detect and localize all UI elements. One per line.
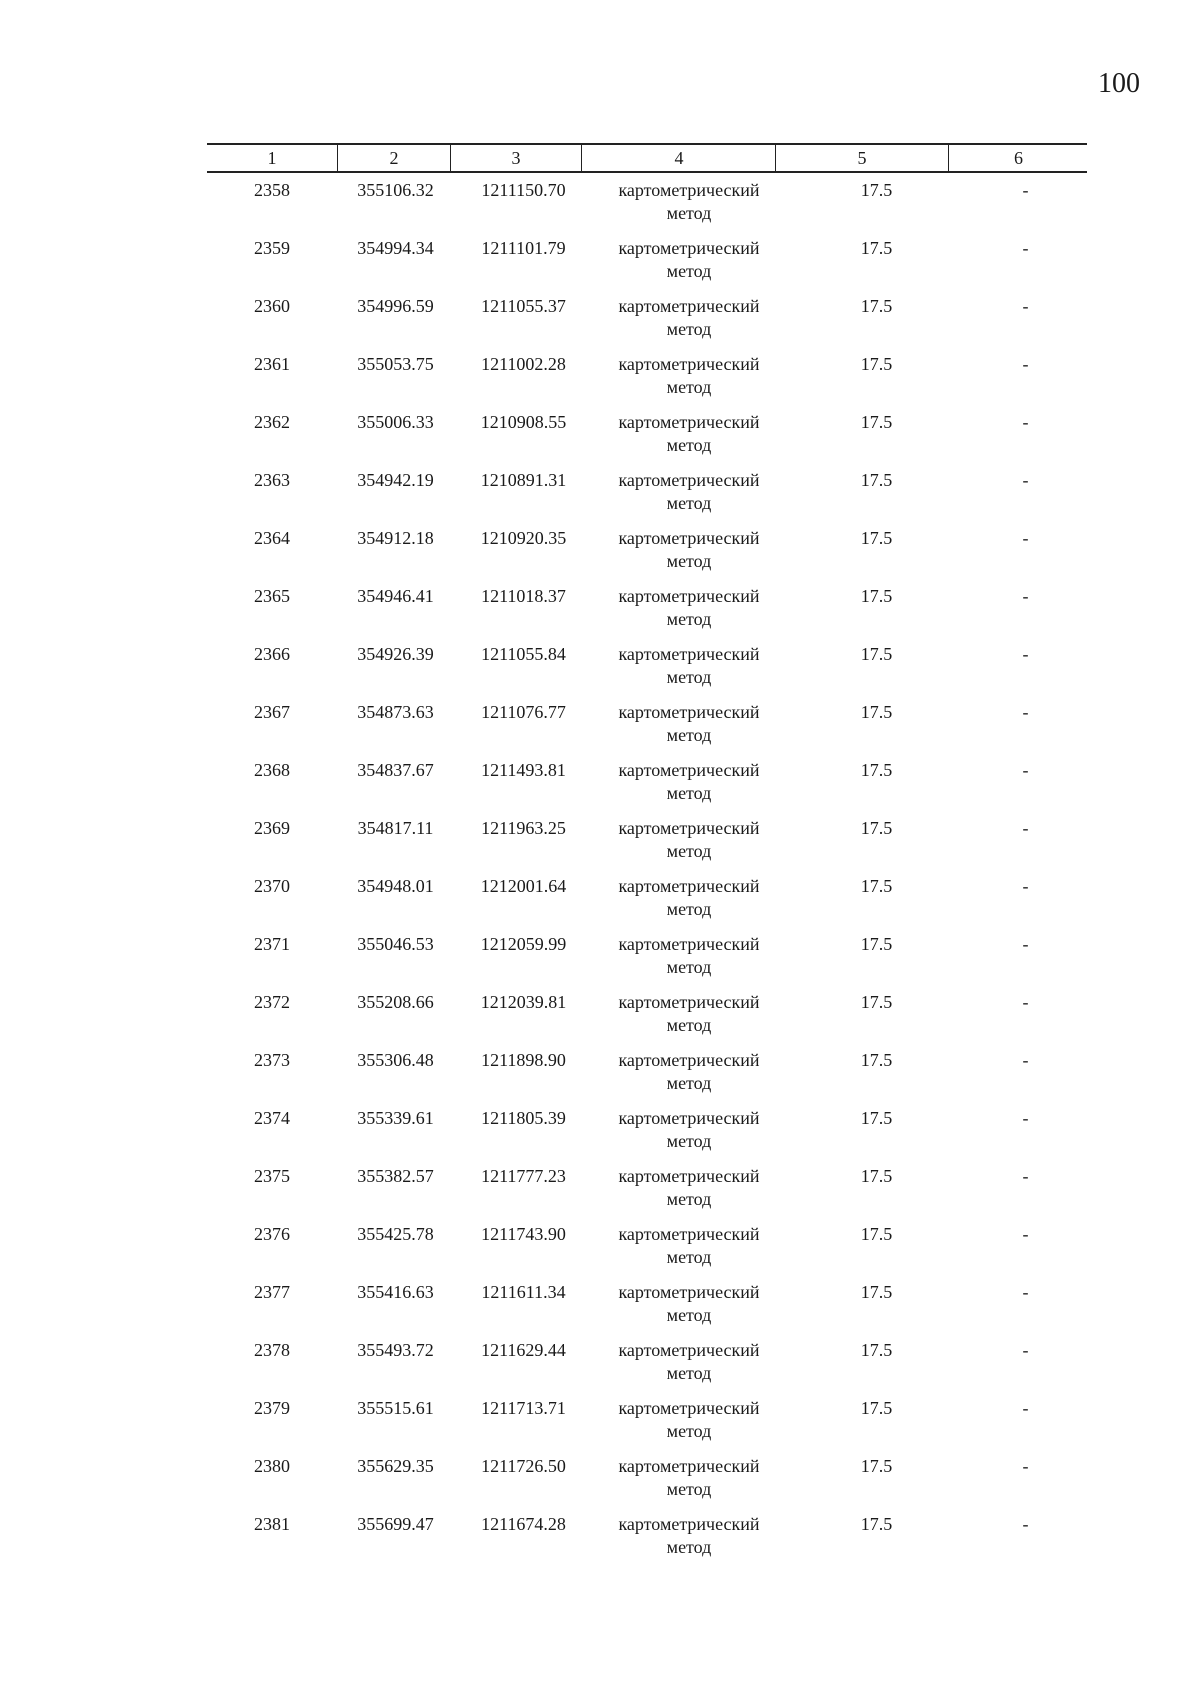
note: - (1022, 1224, 1029, 1244)
note: - (1022, 644, 1029, 664)
note: - (1022, 876, 1029, 896)
accuracy-value: 17.5 (860, 1456, 893, 1476)
method-line-2: метод (666, 841, 712, 861)
method-line-1: картометрический (618, 296, 760, 316)
row-number: 2376 (254, 1224, 290, 1244)
row-number: 2364 (254, 528, 290, 548)
coordinate-y: 1211150.70 (481, 180, 566, 200)
method-line-1: картометрический (618, 470, 760, 490)
coordinate-y: 1211493.81 (481, 760, 566, 780)
table-row (207, 237, 1087, 295)
method-line-2: метод (666, 1363, 712, 1383)
method-line-2: метод (666, 261, 712, 281)
row-number: 2369 (254, 818, 290, 838)
coordinate-y: 1211018.37 (481, 586, 566, 606)
table-row (207, 1397, 1087, 1455)
method-line-1: картометрический (618, 528, 760, 548)
coordinate-y: 1211629.44 (481, 1340, 566, 1360)
row-number: 2379 (254, 1398, 290, 1418)
coordinate-x: 354873.63 (357, 702, 434, 722)
coordinate-y: 1211805.39 (481, 1108, 566, 1128)
accuracy-value: 17.5 (860, 412, 893, 432)
method-line-2: метод (666, 493, 712, 513)
accuracy-value: 17.5 (860, 1514, 893, 1534)
coordinate-y: 1211002.28 (481, 354, 566, 374)
method (589, 237, 789, 283)
accuracy-value: 17.5 (860, 1050, 893, 1070)
coordinate-y: 1210891.31 (480, 470, 567, 490)
note: - (1022, 238, 1029, 258)
header-col-1: 1 (267, 148, 277, 168)
method-line-1: картометрический (618, 1224, 760, 1244)
method-line-1: картометрический (618, 586, 760, 606)
method-line-1: картометрический (618, 412, 760, 432)
accuracy-value: 17.5 (860, 1398, 893, 1418)
method (589, 411, 789, 457)
note: - (1022, 1282, 1029, 1302)
coordinate-y: 1212039.81 (480, 992, 567, 1012)
coordinate-x: 355106.32 (357, 180, 434, 200)
coordinate-x: 355306.48 (357, 1050, 434, 1070)
row-number: 2373 (254, 1050, 290, 1070)
method-line-2: метод (666, 377, 712, 397)
note: - (1022, 818, 1029, 838)
method (589, 585, 789, 631)
method-line-2: метод (666, 1247, 712, 1267)
method (589, 1223, 789, 1269)
coordinate-y: 1210920.35 (480, 528, 567, 548)
table-row (207, 411, 1087, 469)
note: - (1022, 1108, 1029, 1128)
accuracy-value: 17.5 (860, 180, 893, 200)
table-row (207, 1223, 1087, 1281)
method-line-1: картометрический (618, 992, 760, 1012)
table-row (207, 1455, 1087, 1513)
coordinate-y: 1211076.77 (481, 702, 566, 722)
method-line-1: картометрический (618, 238, 760, 258)
row-number: 2366 (254, 644, 290, 664)
table-row (207, 585, 1087, 643)
coordinate-y: 1211055.84 (481, 644, 566, 664)
method-line-1: картометрический (618, 1108, 760, 1128)
accuracy-value: 17.5 (860, 238, 893, 258)
header-col-4: 4 (581, 145, 776, 171)
method-line-1: картометрический (618, 180, 760, 200)
table-row (207, 1339, 1087, 1397)
coordinate-y: 1212059.99 (480, 934, 567, 954)
header-col-2: 2 (337, 145, 450, 171)
coordinate-x: 355339.61 (357, 1108, 434, 1128)
coordinate-x: 355699.47 (357, 1514, 434, 1534)
table-row (207, 933, 1087, 991)
note: - (1022, 1340, 1029, 1360)
coordinate-x: 354817.11 (357, 818, 434, 838)
method-line-2: метод (666, 783, 712, 803)
method (589, 875, 789, 921)
method-line-2: метод (666, 1073, 712, 1093)
coordinate-y: 1211674.28 (481, 1514, 566, 1534)
table-row (207, 817, 1087, 875)
coordinate-y: 1211611.34 (481, 1282, 566, 1302)
coordinate-x: 355208.66 (357, 992, 434, 1012)
coordinate-x: 354912.18 (357, 528, 434, 548)
accuracy-value: 17.5 (860, 1108, 893, 1128)
method (589, 759, 789, 805)
coordinate-x: 355515.61 (357, 1398, 434, 1418)
method-line-1: картометрический (618, 934, 760, 954)
page-number: 100 (1098, 68, 1140, 99)
method-line-1: картометрический (618, 876, 760, 896)
row-number: 2370 (254, 876, 290, 896)
method (589, 179, 789, 225)
coordinate-x: 354942.19 (357, 470, 434, 490)
row-number: 2365 (254, 586, 290, 606)
row-number: 2362 (254, 412, 290, 432)
note: - (1022, 586, 1029, 606)
row-number: 2372 (254, 992, 290, 1012)
accuracy-value: 17.5 (860, 1224, 893, 1244)
note: - (1022, 760, 1029, 780)
method (589, 933, 789, 979)
table-row (207, 701, 1087, 759)
method-line-1: картометрический (618, 644, 760, 664)
coordinate-x: 354948.01 (357, 876, 434, 896)
table-row (207, 469, 1087, 527)
note: - (1022, 1456, 1029, 1476)
method-line-2: метод (666, 725, 712, 745)
note: - (1022, 528, 1029, 548)
accuracy-value: 17.5 (860, 296, 893, 316)
method-line-1: картометрический (618, 760, 760, 780)
method-line-1: картометрический (618, 1398, 760, 1418)
note: - (1022, 1398, 1029, 1418)
table-row (207, 759, 1087, 817)
note: - (1022, 412, 1029, 432)
table-row (207, 353, 1087, 411)
accuracy-value: 17.5 (860, 354, 893, 374)
row-number: 2368 (254, 760, 290, 780)
coordinate-y: 1211963.25 (481, 818, 566, 838)
method-line-2: метод (666, 1015, 712, 1035)
method-line-1: картометрический (618, 818, 760, 838)
method (589, 1165, 789, 1211)
note: - (1022, 296, 1029, 316)
table-row (207, 295, 1087, 353)
method-line-2: метод (666, 1189, 712, 1209)
accuracy-value: 17.5 (860, 528, 893, 548)
coordinate-y: 1211101.79 (481, 238, 566, 258)
row-number: 2371 (254, 934, 290, 954)
method (589, 469, 789, 515)
accuracy-value: 17.5 (860, 818, 893, 838)
row-number: 2360 (254, 296, 290, 316)
row-number: 2380 (254, 1456, 290, 1476)
table-row (207, 1281, 1087, 1339)
table-row (207, 179, 1087, 237)
row-number: 2361 (254, 354, 290, 374)
method-line-1: картометрический (618, 1050, 760, 1070)
method-line-2: метод (666, 1421, 712, 1441)
method-line-2: метод (666, 667, 712, 687)
method (589, 1397, 789, 1443)
method-line-1: картометрический (618, 1282, 760, 1302)
coordinate-x: 354837.67 (357, 760, 434, 780)
coordinate-x: 355006.33 (357, 412, 434, 432)
table-row (207, 875, 1087, 933)
note: - (1022, 1514, 1029, 1534)
method-line-2: метод (666, 1131, 712, 1151)
coordinate-x: 355416.63 (357, 1282, 434, 1302)
accuracy-value: 17.5 (860, 1340, 893, 1360)
note: - (1022, 1050, 1029, 1070)
method-line-2: метод (666, 1305, 712, 1325)
coordinate-y: 1211743.90 (481, 1224, 566, 1244)
method (589, 1513, 789, 1559)
accuracy-value: 17.5 (860, 702, 893, 722)
note: - (1022, 702, 1029, 722)
method-line-2: метод (666, 609, 712, 629)
accuracy-value: 17.5 (860, 1166, 893, 1186)
row-number: 2377 (254, 1282, 290, 1302)
note: - (1022, 470, 1029, 490)
table-body (207, 179, 1087, 1571)
method (589, 353, 789, 399)
table-row (207, 527, 1087, 585)
note: - (1022, 934, 1029, 954)
accuracy-value: 17.5 (860, 1282, 893, 1302)
accuracy-value: 17.5 (860, 934, 893, 954)
coordinate-y: 1212001.64 (480, 876, 567, 896)
note: - (1022, 354, 1029, 374)
row-number: 2358 (254, 180, 290, 200)
accuracy-value: 17.5 (860, 644, 893, 664)
method (589, 991, 789, 1037)
method-line-2: метод (666, 551, 712, 571)
coordinate-x: 355629.35 (357, 1456, 434, 1476)
method-line-1: картометрический (618, 1456, 760, 1476)
method (589, 643, 789, 689)
method (589, 1339, 789, 1385)
method-line-2: метод (666, 899, 712, 919)
method-line-1: картометрический (618, 1166, 760, 1186)
method (589, 817, 789, 863)
coordinates-table (207, 143, 1087, 1557)
method (589, 1281, 789, 1327)
method-line-1: картометрический (618, 702, 760, 722)
coordinate-x: 355493.72 (357, 1340, 434, 1360)
coordinate-y: 1211898.90 (481, 1050, 566, 1070)
coordinate-x: 355425.78 (357, 1224, 434, 1244)
accuracy-value: 17.5 (860, 760, 893, 780)
table-row (207, 1107, 1087, 1165)
coordinate-y: 1211777.23 (481, 1166, 566, 1186)
table-row (207, 1165, 1087, 1223)
accuracy-value: 17.5 (860, 992, 893, 1012)
coordinate-x: 355382.57 (357, 1166, 434, 1186)
note: - (1022, 992, 1029, 1012)
note: - (1022, 180, 1029, 200)
method-line-1: картометрический (618, 1340, 760, 1360)
method (589, 1107, 789, 1153)
method (589, 527, 789, 573)
coordinate-x: 354926.39 (357, 644, 434, 664)
accuracy-value: 17.5 (860, 470, 893, 490)
method-line-1: картометрический (618, 354, 760, 374)
row-number: 2359 (254, 238, 290, 258)
accuracy-value: 17.5 (860, 876, 893, 896)
method (589, 1049, 789, 1095)
coordinate-y: 1211055.37 (481, 296, 566, 316)
coordinate-y: 1211726.50 (481, 1456, 566, 1476)
table-row (207, 991, 1087, 1049)
method-line-1: картометрический (618, 1514, 760, 1534)
coordinate-y: 1211713.71 (481, 1398, 566, 1418)
header-col-3: 3 (450, 145, 581, 171)
table-header-row (207, 143, 1087, 173)
row-number: 2375 (254, 1166, 290, 1186)
coordinate-x: 354994.34 (357, 238, 434, 258)
row-number: 2367 (254, 702, 290, 722)
method-line-2: метод (666, 435, 712, 455)
method (589, 1455, 789, 1501)
method (589, 295, 789, 341)
method-line-2: метод (666, 319, 712, 339)
header-col-6: 6 (948, 145, 1088, 171)
header-col-5: 5 (775, 145, 948, 171)
note: - (1022, 1166, 1029, 1186)
row-number: 2363 (254, 470, 290, 490)
table-row (207, 1049, 1087, 1107)
row-number: 2381 (254, 1514, 290, 1534)
coordinate-x: 354996.59 (357, 296, 434, 316)
method-line-2: метод (666, 1479, 712, 1499)
row-number: 2374 (254, 1108, 290, 1128)
row-number: 2378 (254, 1340, 290, 1360)
coordinate-y: 1210908.55 (480, 412, 567, 432)
coordinate-x: 355053.75 (357, 354, 434, 374)
accuracy-value: 17.5 (860, 586, 893, 606)
method-line-2: метод (666, 203, 712, 223)
method-line-2: метод (666, 957, 712, 977)
method-line-2: метод (666, 1537, 712, 1557)
method (589, 701, 789, 747)
coordinate-x: 354946.41 (357, 586, 434, 606)
coordinate-x: 355046.53 (357, 934, 434, 954)
table-row (207, 643, 1087, 701)
table-row (207, 1513, 1087, 1571)
